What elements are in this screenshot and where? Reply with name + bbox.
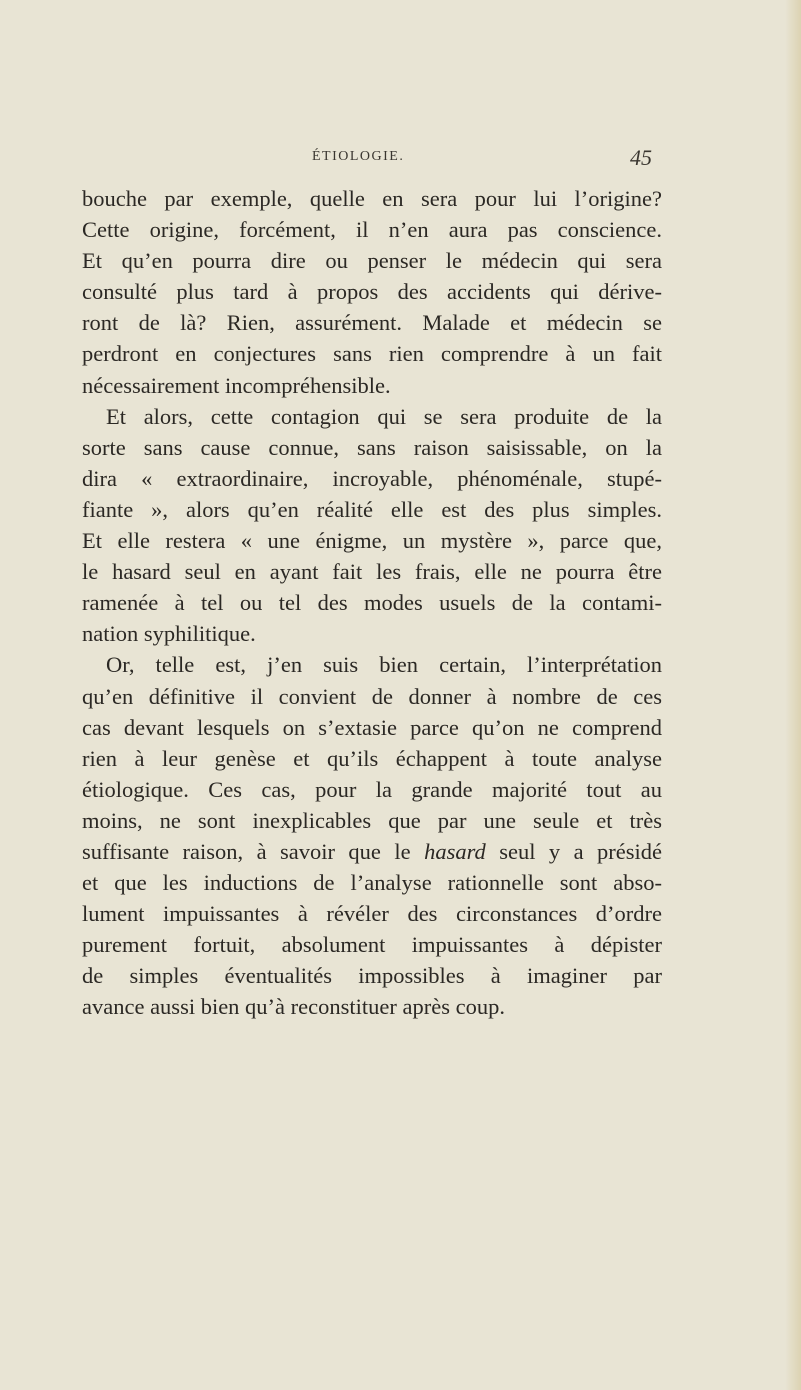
text-line: Et alors, cette contagion qui se sera produite de la (106, 403, 662, 429)
text-line: le hasard seul en ayant fait les frais, elle ne pourra être (82, 559, 662, 585)
text-line: qu’en définitive il convient de donner à nombre de ces (82, 683, 662, 709)
text-line: Et elle restera « une énigme, un mystère », parce que, (82, 528, 662, 554)
text-line: ront de là? Rien, assurément. Malade et médecin se (82, 310, 662, 336)
text-line: dira « extraordinaire, incroyable, phénoménale, stupé- (82, 465, 662, 491)
text-line: nation syphilitique. (82, 621, 256, 647)
text-line: Or, telle est, j’en suis bien certain, l’interprétation (106, 652, 662, 678)
text-line: bouche par exemple, quelle en sera pour lui l’origine? (82, 186, 662, 211)
text-line: rien à leur genèse et qu’ils échappent à toute analyse (82, 745, 662, 771)
text-fragment: seul y a présidé (485, 838, 662, 864)
running-header (0, 147, 801, 177)
text-line: Et qu’en pourra dire ou penser le médecin qui sera (82, 248, 662, 274)
emphasis-hasard: hasard (424, 838, 486, 864)
text-line: sorte sans cause connue, sans raison saisissable, on la (82, 434, 662, 460)
text-line: consulté plus tard à propos des accidents qui dérive- (82, 279, 662, 305)
text-line: moins, ne sont inexplicables que par une seule et très (82, 807, 662, 833)
text-line: ramenée à tel ou tel des modes usuels de la contami- (82, 590, 662, 616)
text-line: nécessairement incompréhensible. (82, 372, 391, 398)
text-line: cas devant lesquels on s’extasie parce qu’on ne comprend (82, 714, 662, 740)
text-line: étiologique. Ces cas, pour la grande majorité tout au (82, 776, 662, 802)
text-line: lument impuissantes à révéler des circonstances d’ordre (82, 901, 662, 927)
page-edge-shadow (785, 0, 801, 1390)
text-line: avance aussi bien qu’à reconstituer après coup. (82, 994, 505, 1020)
text-line: purement fortuit, absolument impuissantes à dépister (82, 932, 662, 958)
paragraph-1 (82, 183, 662, 401)
body-text (82, 183, 662, 1023)
text-line: perdront en conjectures sans rien comprendre à un fait (82, 341, 662, 367)
text-line: de simples éventualités impossibles à imaginer par (82, 963, 662, 989)
text-line: Cette origine, forcément, il n’en aura pas conscience. (82, 217, 662, 243)
paragraph-2 (82, 401, 662, 650)
text-line: fiante », alors qu’en réalité elle est des plus simples. (82, 496, 662, 522)
text-line: et que les inductions de l’analyse rationnelle sont abso- (82, 870, 662, 896)
running-title: ÉTIOLOGIE. (312, 149, 405, 164)
paragraph-3 (82, 649, 662, 1022)
page-number: 45 (630, 145, 652, 170)
text-fragment: suffisante raison, à savoir que le (82, 838, 425, 864)
text-line-hasard (82, 836, 662, 867)
